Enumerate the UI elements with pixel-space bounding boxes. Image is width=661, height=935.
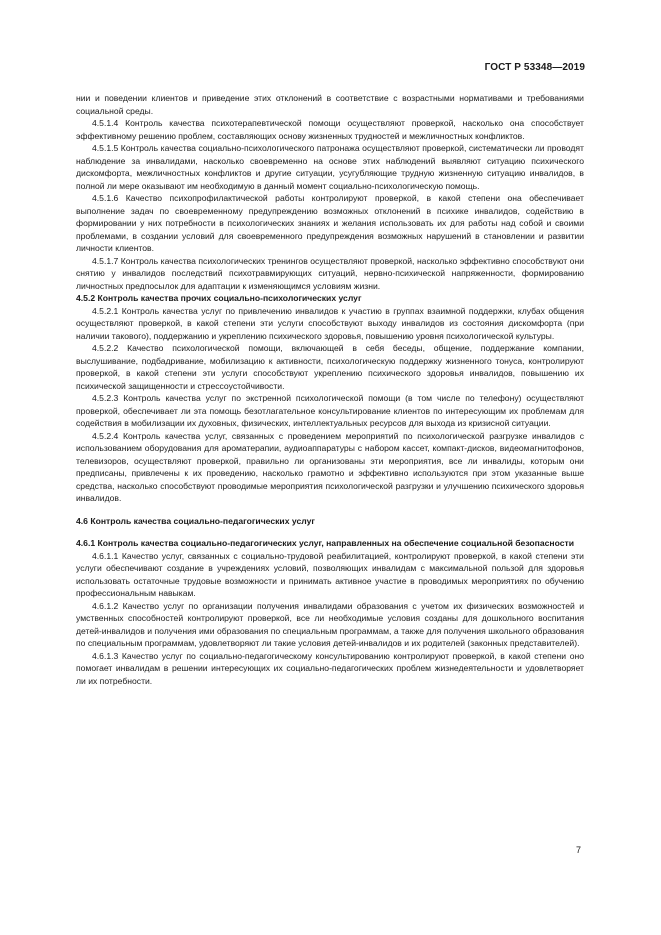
paragraph: 4.6.1.3 Качество услуг по социально-педагогическому консультированию контролируют проверкой, в какой степени оно помогает инвалидам в решении интересующих их социально-педагогических проблем жизнедеятельности и удовлетворяет ли их потребности. [76,650,584,686]
page-number: 7 [575,845,581,855]
paragraph: 4.6.1.2 Качество услуг по организации получения инвалидами образования с учетом их физических возможностей и умственных способностей контролируют проверкой, все ли необходимые условия созданы для дошкольного воспитания детей-инвалидов и получения ими образования по специальным программам, а также для получения школьного образования по специальным программам, удовлетворяют ли такие условия детей-инвалидов и их родителей (законных представителей). [76,600,584,648]
paragraph: 4.5.1.5 Контроль качества социально-психологического патронажа осуществляют проверкой, систематически ли проводят наблюдение за инвалидами, насколько своевременно на основе этих наблюдений выявляют ситуацию психического дискомфорта, межличностных конфликтов и другие ситуации, усугубляющие трудную жизненную ситуацию инвалидов, в полной ли мере оказывают им необходимую в данный момент социально-психологическую помощь. [76,143,584,191]
paragraph: 4.5.1.4 Контроль качества психотерапевтической помощи осуществляют проверкой, насколько она способствует эффективному решению проблем, составляющих основу жизненных трудностей и межличностных конфликтов. [76,118,584,141]
paragraph: 4.5.2.1 Контроль качества услуг по привлечению инвалидов к участию в группах взаимной поддержки, клубах общения осуществляют проверкой, в какой степени эти услуги способствуют выходу инвалидов из состояния дискомфорта (при наличии такового), поддержанию и укреплению психического здоровья, повышению уровня психологической культуры. [76,305,584,341]
subsection-heading: 4.6.1 Контроль качества социально-педагогических услуг, направленных на обеспечение социальной безопасности [76,538,574,548]
paragraph: 4.5.1.7 Контроль качества психологических тренингов осуществляют проверкой, насколько эффективно способствуют они снятию у инвалидов последствий психотравмирующих ситуаций, нервно-психической напряженности, формированию личностных предпосылок для адаптации к изменяющимся условиям жизни. [76,255,584,291]
paragraph: 4.5.2.4 Контроль качества услуг, связанных с проведением мероприятий по психологической разгрузке инвалидов с использованием оборудования для ароматерапии, аудиоаппаратуры с набором кассет, компакт-дисков, видеомагнитофонов, телевизоров, осуществляют проверкой, правильно ли организованы эти мероприятия, все ли инвалиды, которым они предписаны, привлечены к их проведению, насколько грамотно и эффективно используются при этом указанные выше средства, насколько способствуют проводимые мероприятия психологической разгрузки и улучшению психического здоровья инвалидов. [76,430,584,503]
section-heading: 4.6 Контроль качества социально-педагогических услуг [76,515,315,526]
paragraph: 4.5.1.6 Качество психопрофилактической работы контролируют проверкой, в какой степени она обеспечивает выполнение задач по своевременному предупреждению возможных отклонений в психике инвалидов, содействию в формировании у них потребности в психологических знаниях и желания использовать их для работы над собой и своими проблемами, в создании условий для своевременного предупреждения возможных нарушений в становлении и развитии личности клиентов. [76,193,584,253]
paragraph: 4.5.2.3 Контроль качества услуг по экстренной психологической помощи (в том числе по телефону) осуществляют проверкой, обеспечивает ли эта помощь безотлагательное консультирование клиентов по интересующим их проблемам для содействия в мобилизации их духовных, физических, интеллектуальных ресурсов для выхода из кризисной ситуации. [76,393,584,428]
subsection-heading: 4.5.2 Контроль качества прочих социально-психологических услуг [76,293,362,303]
paragraph: 4.5.2.2 Качество психологической помощи, включающей в себя беседы, общение, поддержание компании, выслушивание, подбадривание, мобилизацию к активности, психологическую поддержку жизненного тонуса, контролируют проверкой, в какой степени эти услуги способствуют укреплению психического здоровья инвалидов, повышению их психической защищенности и стрессоустойчивости. [76,343,584,391]
document-header: ГОСТ Р 53348—2019 [484,62,585,73]
document-body [76,92,584,687]
paragraph: 4.6.1.1 Качество услуг, связанных с социально-трудовой реабилитацией, контролируют проверкой, в какой степени эти услуги обеспечивают создание в учреждениях условий, позволяющих инвалидам с максимальной пользой для здоровья использовать остаточные трудовые возможности и принимать активное участие в проводимых мероприятиях по обучению профессиональным навыкам. [76,550,584,598]
paragraph-continuation: нии и поведении клиентов и приведение этих отклонений в соответствие с возрастными нормативами и требованиями социальной среды. [76,93,584,116]
